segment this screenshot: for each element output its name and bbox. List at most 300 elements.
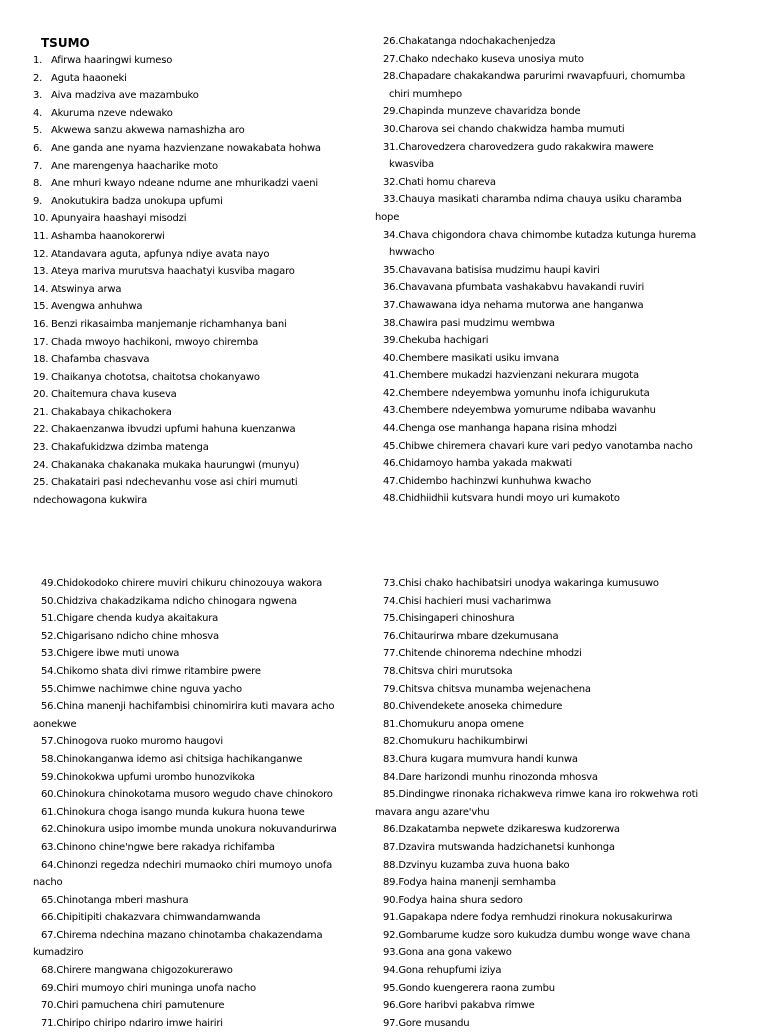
proverb-text: Chisingaperi chinoshura — [398, 613, 515, 625]
proverb-text: Chapadare chakakandwa parurimi rwavapfuuri, chomumba — [398, 71, 686, 83]
proverb-text: Dare harizondi munhu rinozonda mhosva — [398, 771, 598, 783]
proverb-number: 44. — [383, 423, 399, 435]
proverb-number: 87. — [383, 841, 399, 853]
proverb-number: 95. — [383, 982, 399, 994]
proverb-text: Chidhiidhii kutsvara hundi moyo uri kumakoto — [398, 493, 620, 505]
proverb-text: Chitsva chiri murutsoka — [398, 665, 513, 677]
proverb-number: 17. — [33, 336, 49, 348]
proverb-number: 20. — [33, 389, 49, 401]
proverb-item — [375, 262, 720, 280]
proverb-item — [33, 369, 373, 387]
proverb-item — [33, 193, 373, 211]
proverb-item — [33, 474, 373, 492]
proverb-item — [375, 139, 720, 157]
proverb-text: Chidokodoko chirere muviri chikuru chinozouya wakora — [56, 578, 323, 589]
proverb-text: Chinokokwa upfumi urombo hunozvikoka — [56, 771, 255, 783]
proverb-continuation: mavara angu azare'vhu — [375, 806, 490, 818]
proverb-text: Gore haribvi pakabva rimwe — [398, 1000, 535, 1012]
proverb-item — [375, 681, 720, 699]
proverb-number: 62. — [41, 824, 57, 836]
proverb-item — [375, 191, 720, 209]
proverb-number: 76. — [383, 630, 399, 642]
proverb-text: Chidziva chakadzikama ndicho chinogara ngwena — [56, 595, 297, 607]
proverb-text: Chakanaka chakanaka mukaka haurungwi (munyu) — [51, 459, 300, 471]
proverb-item — [375, 332, 720, 350]
proverb-item — [33, 87, 373, 105]
proverb-number: 81. — [383, 718, 399, 730]
proverb-item — [375, 385, 720, 403]
proverb-item — [33, 575, 373, 593]
proverb-item — [33, 733, 373, 751]
proverb-number: 8. — [33, 178, 43, 190]
proverb-text: Chigarisano ndicho chine mhosva — [56, 630, 219, 642]
proverb-text: Dindingwe rinonaka richakweva rimwe kana iro rokwehwa roti — [398, 789, 698, 801]
proverb-number: 22. — [33, 424, 49, 436]
proverb-number: 3. — [33, 90, 43, 102]
proverb-item — [375, 438, 720, 456]
proverb-text: Avengwa anhuhwa — [51, 301, 143, 313]
proverb-item — [33, 105, 373, 123]
proverb-number: 67. — [41, 929, 57, 941]
proverb-item — [33, 892, 373, 910]
proverb-text: Chawira pasi mudzimu wembwa — [398, 317, 555, 329]
proverb-number: 69. — [41, 982, 57, 994]
proverb-text: Chinokura chinokotama musoro wegudo chave chinokoro — [56, 789, 333, 801]
proverb-continuation: nacho — [33, 877, 63, 889]
proverb-continuation: ndechowagona kukwira — [33, 494, 148, 506]
proverb-number: 27. — [383, 53, 399, 65]
proverb-number: 83. — [383, 753, 399, 765]
proverb-number: 54. — [41, 665, 57, 677]
proverb-number: 75. — [383, 613, 399, 625]
proverb-number: 23. — [33, 442, 49, 454]
proverb-item — [375, 103, 720, 121]
proverb-item — [33, 804, 373, 822]
proverb-item — [33, 927, 373, 945]
proverb-number: 7. — [33, 160, 43, 172]
proverb-number: 43. — [383, 405, 399, 417]
proverb-text: Chimwe nachimwe chine nguva yacho — [56, 683, 242, 695]
proverb-item — [375, 121, 720, 139]
proverb-item — [33, 210, 373, 228]
proverb-number: 11. — [33, 230, 49, 242]
proverb-text: Chitende chinorema ndechine mhodzi — [398, 648, 582, 660]
proverb-item — [33, 421, 373, 439]
proverb-item — [375, 1015, 720, 1032]
proverb-item — [375, 473, 720, 491]
proverb-item — [375, 716, 720, 734]
proverb-item — [375, 367, 720, 385]
proverb-text: Chapinda munzeve chavaridza bonde — [398, 106, 581, 118]
proverb-item — [375, 786, 720, 804]
proverb-item — [33, 228, 373, 246]
proverb-item — [33, 158, 373, 176]
proverb-item — [33, 997, 373, 1015]
proverb-item — [375, 575, 720, 593]
proverb-item — [33, 298, 373, 316]
proverb-text: Ane marengenya haacharike moto — [51, 160, 218, 172]
proverb-number: 71. — [41, 1017, 57, 1029]
proverb-number: 56. — [41, 701, 57, 713]
proverb-number: 96. — [383, 1000, 399, 1012]
proverb-text: Charovedzera charovedzera gudo rakakwira mawere — [398, 141, 654, 153]
proverb-item — [33, 610, 373, 628]
proverb-text: Afirwa haaringwi kumeso — [51, 55, 173, 66]
proverb-number: 70. — [41, 1000, 57, 1012]
proverb-text: Chembere masikati usiku imvana — [398, 352, 560, 364]
proverb-item — [33, 681, 373, 699]
proverb-item — [33, 593, 373, 611]
proverb-text: Chinogova ruoko muromo haugovi — [56, 736, 223, 748]
proverb-text: Chigere ibwe muti unowa — [56, 648, 180, 660]
proverb-number: 58. — [41, 753, 57, 765]
proverb-number: 35. — [383, 264, 399, 276]
proverb-text: Ateya mariva murutsva haachatyi kusviba magaro — [51, 266, 295, 278]
proverbs-column-4 — [375, 575, 720, 1032]
proverb-text: Apunyaira haashayi misodzi — [51, 213, 187, 225]
proverb-text: Chakatanga ndochakachenjedza — [398, 36, 556, 47]
proverb-text: Chafamba chasvava — [51, 354, 150, 366]
proverb-text: Chipitipiti chakazvara chimwandamwanda — [56, 912, 261, 924]
proverb-item — [375, 455, 720, 473]
proverb-item — [33, 457, 373, 475]
proverb-text: Chati homu chareva — [398, 176, 496, 188]
proverb-number: 57. — [41, 736, 57, 748]
proverb-item — [33, 857, 373, 875]
proverb-number: 61. — [41, 806, 57, 818]
proverb-text: Ashamba haanokorerwi — [51, 230, 165, 242]
proverb-continuation: chiri mumhepo — [389, 88, 462, 100]
proverb-text: Fodya haina manenji semhamba — [398, 877, 556, 889]
proverb-number: 90. — [383, 894, 399, 906]
proverb-number: 15. — [33, 301, 49, 313]
proverb-number: 73. — [383, 578, 399, 589]
proverb-number: 89. — [383, 877, 399, 889]
proverb-item — [375, 733, 720, 751]
proverb-text: Chembere ndeyembwa yomurume ndibaba wavanhu — [398, 405, 656, 417]
proverb-continuation: aonekwe — [33, 718, 77, 730]
proverb-text: Chitaurirwa mbare dzekumusana — [398, 630, 559, 642]
proverb-item — [33, 404, 373, 422]
proverb-number: 51. — [41, 613, 57, 625]
proverb-item — [375, 927, 720, 945]
proverb-text: Chinokura choga isango munda kukura huona tewe — [56, 806, 305, 818]
proverb-number: 63. — [41, 841, 57, 853]
proverb-text: Atswinya arwa — [51, 283, 122, 295]
proverb-text: Fodya haina shura sedoro — [398, 894, 523, 906]
proverb-number: 91. — [383, 912, 399, 924]
proverb-text: Chavavana pfumbata vashakabvu havakandi ruviri — [398, 282, 645, 294]
proverb-number: 60. — [41, 789, 57, 801]
proverb-text: Chaikanya chototsa, chaitotsa chokanyawo — [51, 371, 260, 383]
proverb-number: 66. — [41, 912, 57, 924]
proverb-text: Ane mhuri kwayo ndeane ndume ane mhurikadzi vaeni — [51, 178, 318, 190]
proverb-text: Chikomo shata divi rimwe ritambire pwere — [56, 665, 261, 677]
proverb-text: Chavavana batisisa mudzimu haupi kaviri — [398, 264, 600, 276]
proverb-item — [33, 122, 373, 140]
proverb-text: Chinonzi regedza ndechiri mumaoko chiri mumoyo unofa — [56, 859, 333, 871]
proverb-text: Chakabaya chikachokera — [51, 406, 172, 418]
proverb-number: 52. — [41, 630, 57, 642]
proverb-item — [375, 645, 720, 663]
proverb-number: 88. — [383, 859, 399, 871]
proverb-text: Chiripo chiripo ndariro imwe hairiri — [56, 1017, 223, 1029]
proverb-item — [375, 402, 720, 420]
proverb-number: 41. — [383, 370, 399, 382]
proverb-item — [375, 997, 720, 1015]
proverb-number: 92. — [383, 929, 399, 941]
proverb-item — [375, 315, 720, 333]
proverb-number: 42. — [383, 387, 399, 399]
proverb-number: 21. — [33, 406, 49, 418]
proverb-text: Ane ganda ane nyama hazvienzane nowakabata hohwa — [51, 142, 321, 154]
proverbs-column-1 — [33, 34, 373, 509]
proverb-number: 86. — [383, 824, 399, 836]
proverb-text: Chawawana idya nehama mutorwa ane hanganwa — [398, 299, 644, 311]
proverb-item — [375, 610, 720, 628]
proverb-text: Akwewa sanzu akwewa namashizha aro — [51, 125, 245, 137]
proverb-number: 34. — [383, 229, 399, 241]
proverb-item — [33, 628, 373, 646]
proverb-number: 53. — [41, 648, 57, 660]
proverb-text: Chada mwoyo hachikoni, mwoyo chiremba — [51, 336, 259, 348]
proverb-text: Chidamoyo hamba yakada makwati — [398, 458, 572, 470]
proverb-item — [33, 839, 373, 857]
proverb-text: Chirema ndechina mazano chinotamba chakazendama — [56, 929, 323, 941]
proverb-text: Chakaenzanwa ibvudzi upfumi hahuna kuenzanwa — [51, 424, 296, 436]
proverb-item — [375, 297, 720, 315]
proverb-item — [375, 839, 720, 857]
proverb-text: Chisi chako hachibatsiri unodya wakaringa kumusuwo — [398, 578, 659, 589]
proverbs-column-2 — [375, 33, 720, 508]
proverb-item — [33, 52, 373, 70]
proverb-continuation: kumadziro — [33, 947, 84, 959]
proverb-number: 45. — [383, 440, 399, 452]
proverb-text: Chinokura usipo imombe munda unokura nokuvandurirwa — [56, 824, 337, 836]
proverb-number: 39. — [383, 335, 399, 347]
proverb-text: Chinotanga mberi mashura — [56, 894, 189, 906]
proverb-text: Gona ana gona vakewo — [398, 947, 512, 959]
proverb-number: 9. — [33, 195, 43, 207]
proverb-number: 94. — [383, 965, 399, 977]
proverb-item — [33, 980, 373, 998]
proverb-number: 65. — [41, 894, 57, 906]
proverb-item — [33, 962, 373, 980]
proverb-number: 64. — [41, 859, 57, 871]
proverb-number: 47. — [383, 475, 399, 487]
proverb-number: 46. — [383, 458, 399, 470]
proverb-number: 48. — [383, 493, 399, 505]
proverb-text: Chembere ndeyembwa yomunhu inofa ichigurukuta — [398, 387, 650, 399]
proverb-item — [33, 786, 373, 804]
proverb-item — [375, 962, 720, 980]
proverb-number: 6. — [33, 142, 43, 154]
proverb-number: 5. — [33, 125, 43, 137]
proverb-text: Chivendekete anoseka chimedure — [398, 701, 563, 713]
proverb-number: 29. — [383, 106, 399, 118]
proverb-item — [33, 698, 373, 716]
proverb-number: 2. — [33, 72, 43, 84]
proverb-number: 55. — [41, 683, 57, 695]
proverb-text: Chitsva chitsva munamba wejenachena — [398, 683, 591, 695]
proverb-item — [33, 751, 373, 769]
proverb-number: 25. — [33, 477, 49, 489]
proverb-text: Chako ndechako kuseva unosiya muto — [398, 53, 584, 65]
proverb-item — [33, 909, 373, 927]
proverb-text: Benzi rikasaimba manjemanje richamhanya bani — [51, 318, 287, 330]
proverb-number: 32. — [383, 176, 399, 188]
proverb-text: Chiri mumoyo chiri muninga unofa nacho — [56, 982, 256, 994]
proverb-number: 93. — [383, 947, 399, 959]
proverb-text: Chembere mukadzi hazvienzani nekurara mugota — [398, 370, 639, 382]
proverb-number: 79. — [383, 683, 399, 695]
proverb-text: Chava chigondora chava chimombe kutadza kutunga hurema — [398, 229, 697, 241]
proverb-item — [33, 246, 373, 264]
proverb-number: 82. — [383, 736, 399, 748]
proverb-item — [375, 593, 720, 611]
proverb-item — [375, 874, 720, 892]
proverb-text: China manenji hachifambisi chinomirira kuti mavara acho — [56, 701, 335, 713]
proverb-item — [375, 663, 720, 681]
proverb-number: 40. — [383, 352, 399, 364]
proverb-item — [375, 279, 720, 297]
proverb-number: 97. — [383, 1017, 399, 1029]
proverb-text: Gapakapa ndere fodya remhudzi rinokura nokusakurirwa — [398, 912, 673, 924]
proverb-text: Chibwe chiremera chavari kure vari pedyo vanotamba nacho — [398, 440, 693, 452]
proverb-continuation: hope — [375, 211, 400, 223]
proverb-item — [375, 698, 720, 716]
proverb-item — [33, 663, 373, 681]
proverb-text: Chinokanganwa idemo asi chitsiga hachikanganwe — [56, 753, 303, 765]
proverb-number: 77. — [383, 648, 399, 660]
proverb-number: 13. — [33, 266, 49, 278]
proverb-text: Dzavira mutswanda hadzichanetsi kunhonga — [398, 841, 615, 853]
proverb-number: 26. — [383, 36, 399, 47]
proverb-number: 78. — [383, 665, 399, 677]
proverb-item — [375, 980, 720, 998]
proverb-text: Gona rehupfumi iziya — [398, 965, 502, 977]
proverb-number: 37. — [383, 299, 399, 311]
proverb-number: 49. — [41, 578, 57, 589]
proverb-text: Chinono chine'ngwe bere rakadya richifamba — [56, 841, 275, 853]
proverb-number: 12. — [33, 248, 49, 260]
proverb-item — [375, 909, 720, 927]
proverb-text: Chiri pamuchena chiri pamutenure — [56, 1000, 225, 1012]
proverbs-column-3 — [33, 575, 373, 1032]
proverb-number: 30. — [383, 123, 399, 135]
proverb-number: 10. — [33, 213, 49, 225]
proverb-item — [375, 174, 720, 192]
proverb-item — [33, 351, 373, 369]
proverb-number: 80. — [383, 701, 399, 713]
proverb-item — [33, 281, 373, 299]
proverb-number: 50. — [41, 595, 57, 607]
proverb-text: Dzvinyu kuzamba zuva huona bako — [398, 859, 570, 871]
proverb-item — [33, 769, 373, 787]
proverb-text: Chakatairi pasi ndechevanhu vose asi chiri mumuti — [51, 477, 298, 489]
proverb-number: 31. — [383, 141, 399, 153]
proverb-number: 16. — [33, 318, 49, 330]
proverb-text: Chomukuru anopa omene — [398, 718, 524, 730]
proverb-text: Aguta haaoneki — [51, 72, 127, 84]
proverb-item — [33, 334, 373, 352]
proverb-item — [33, 70, 373, 88]
proverb-text: Chomukuru hachikumbirwi — [398, 736, 528, 748]
proverb-item — [375, 350, 720, 368]
proverb-item — [375, 751, 720, 769]
proverb-number: 33. — [383, 194, 399, 206]
proverb-number: 85. — [383, 789, 399, 801]
proverb-text: Chekuba hachigari — [398, 335, 489, 347]
proverb-text: Dzakatamba nepwete dzikareswa kudzorerwa — [398, 824, 620, 836]
proverb-item — [375, 892, 720, 910]
proverb-text: Chakafukidzwa dzimba matenga — [51, 442, 209, 454]
proverb-item — [33, 645, 373, 663]
proverb-text: Gombarume kudze soro kukudza dumbu wonge wave chana — [398, 929, 691, 941]
proverb-item — [375, 227, 720, 245]
proverb-number: 68. — [41, 965, 57, 977]
proverb-item — [33, 1015, 373, 1032]
proverb-text: Aiva madziva ave mazambuko — [51, 90, 199, 102]
proverb-text: Gore musandu — [398, 1017, 470, 1029]
document-title: TSUMO — [41, 36, 90, 50]
proverb-text: Chidembo hachinzwi kunhuhwa kwacho — [398, 475, 592, 487]
proverb-item — [33, 140, 373, 158]
proverb-number: 28. — [383, 71, 399, 83]
proverb-text: Gondo kuengerera raona zumbu — [398, 982, 555, 994]
proverb-text: Chauya masikati charamba ndima chauya usiku charamba — [398, 194, 682, 206]
proverb-text: Charova sei chando chakwidza hamba mumuti — [398, 123, 625, 135]
proverb-item — [33, 386, 373, 404]
proverb-item — [33, 316, 373, 334]
proverb-item — [33, 175, 373, 193]
proverb-number: 38. — [383, 317, 399, 329]
proverb-number: 24. — [33, 459, 49, 471]
proverb-text: Chura kugara mumvura handi kunwa — [398, 753, 578, 765]
proverb-number: 4. — [33, 107, 43, 119]
proverb-continuation: hwwacho — [389, 247, 435, 259]
proverb-number: 74. — [383, 595, 399, 607]
proverb-text: Akuruma nzeve ndewako — [51, 107, 173, 119]
proverb-text: Chenga ose manhanga hapana risina mhodzi — [398, 423, 617, 435]
proverb-text: Anokutukira badza unokupa upfumi — [51, 195, 223, 207]
proverb-number: 1. — [33, 55, 43, 66]
proverb-item — [375, 857, 720, 875]
proverb-item — [375, 51, 720, 69]
proverb-text: Atandavara aguta, apfunya ndiye avata nayo — [51, 248, 270, 260]
proverb-item — [375, 821, 720, 839]
proverb-number: 84. — [383, 771, 399, 783]
proverb-number: 59. — [41, 771, 57, 783]
proverb-item — [375, 769, 720, 787]
proverb-text: Chirere mangwana chigozokurerawo — [56, 965, 233, 977]
proverb-number: 18. — [33, 354, 49, 366]
proverb-number: 19. — [33, 371, 49, 383]
proverb-item — [33, 439, 373, 457]
proverb-item — [375, 490, 720, 508]
proverb-item — [375, 33, 720, 51]
proverb-item — [375, 628, 720, 646]
proverb-continuation: kwasviba — [389, 159, 434, 171]
proverb-item — [375, 944, 720, 962]
proverb-number: 36. — [383, 282, 399, 294]
proverb-text: Chaitemura chava kuseva — [51, 389, 177, 401]
proverb-text: Chisi hachieri musi vacharimwa — [398, 595, 552, 607]
proverb-number: 14. — [33, 283, 49, 295]
proverb-text: Chigare chenda kudya akaitakura — [56, 613, 219, 625]
proverb-item — [375, 420, 720, 438]
proverb-item — [33, 821, 373, 839]
